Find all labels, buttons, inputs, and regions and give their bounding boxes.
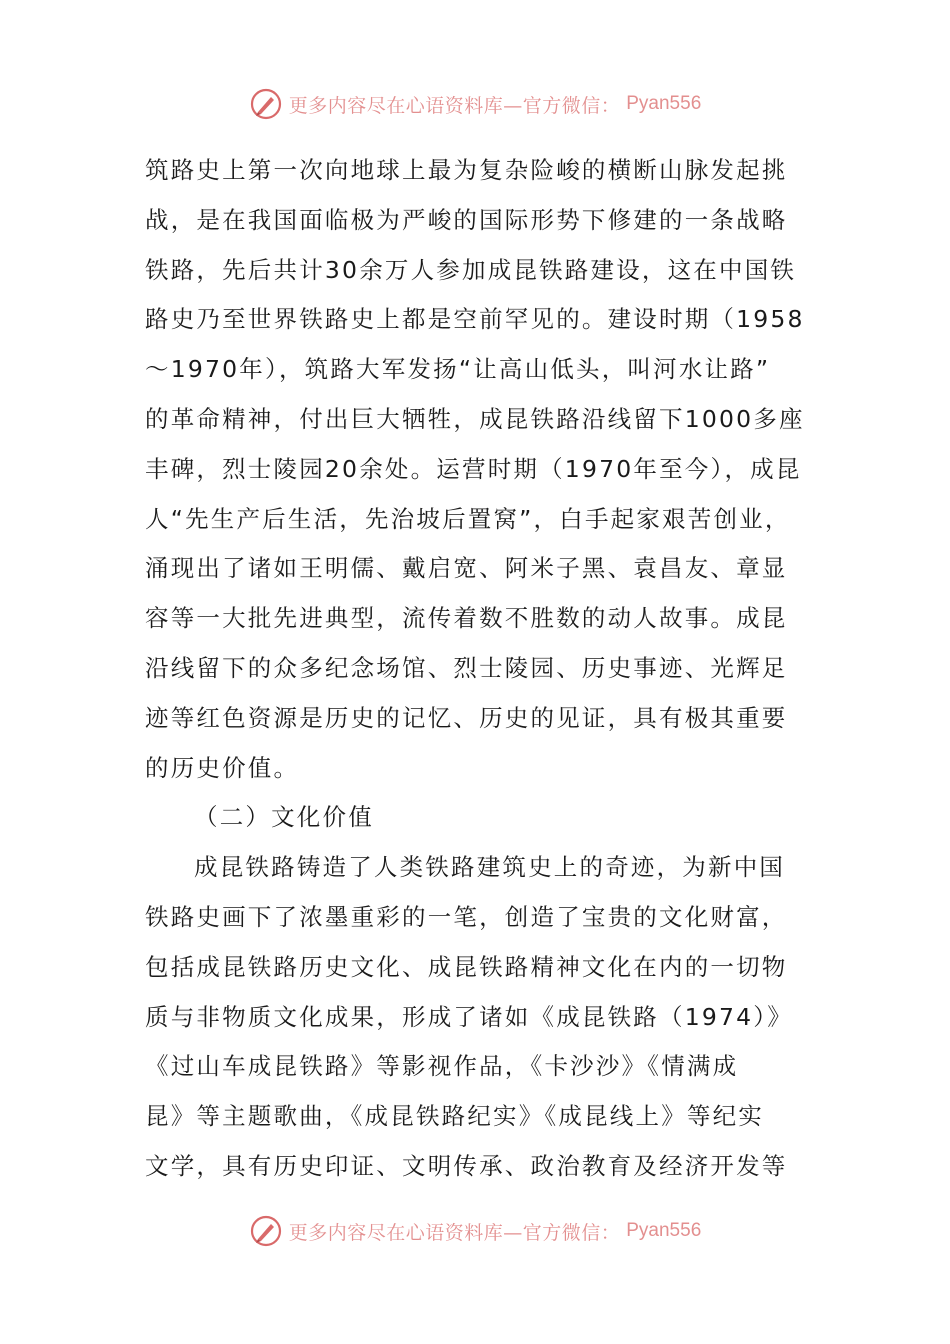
section-heading: （二）文化价值	[194, 803, 374, 832]
watermark-account: Pyan556	[626, 1220, 702, 1241]
text-line: 的革命精神，付出巨大牺牲，成昆铁路沿线留下1000多座	[145, 404, 805, 433]
pen-logo-icon	[249, 1214, 283, 1248]
watermark-text: 更多内容尽在心语资料库—官方微信：	[288, 94, 621, 117]
text-line: 文学，具有历史印证、文明传承、政治教育及经济开发等	[145, 1151, 788, 1180]
pen-logo-icon	[249, 87, 283, 121]
text-line: 质与非物质文化成果，形成了诸如《成昆铁路（1974）》	[145, 1002, 793, 1031]
document-body	[145, 146, 805, 1192]
text-line: 战，是在我国面临极为严峻的国际形势下修建的一条战略	[145, 205, 788, 234]
text-line: 铁路，先后共计30余万人参加成昆铁路建设，这在中国铁	[145, 255, 797, 284]
text-line: 人“先生产后生活，先治坡后置窝”，白手起家艰苦创业，	[145, 504, 791, 533]
text-line: 的历史价值。	[145, 753, 300, 782]
text-line: 《过山车成昆铁路》等影视作品，《卡沙沙》《情满成	[145, 1052, 739, 1081]
text-line: ～1970年），筑路大军发扬“让高山低头，叫河水让路”	[145, 355, 771, 384]
text-line: 昆》等主题歌曲，《成昆铁路纪实》《成昆线上》等纪实	[145, 1102, 764, 1131]
text-line: 沿线留下的众多纪念场馆、烈士陵园、历史事迹、光辉足	[145, 653, 788, 682]
text-line: 铁路史画下了浓墨重彩的一笔，创造了宝贵的文化财富，	[145, 902, 788, 931]
header-watermark	[0, 84, 950, 124]
text-line: 迹等红色资源是历史的记忆、历史的见证，具有极其重要	[145, 703, 788, 732]
text-line: 成昆铁路铸造了人类铁路建筑史上的奇迹，为新中国	[194, 853, 786, 882]
text-line: 路史乃至世界铁路史上都是空前罕见的。建设时期（1958	[145, 305, 805, 334]
text-line: 涌现出了诸如王明儒、戴启宽、阿米子黑、袁昌友、章显	[145, 554, 788, 583]
text-line: 包括成昆铁路历史文化、成昆铁路精神文化在内的一切物	[145, 952, 788, 981]
watermark-account: Pyan556	[626, 93, 702, 114]
footer-watermark	[0, 1211, 950, 1251]
text-line: 丰碑，烈士陵园20余处。运营时期（1970年至今），成昆	[145, 454, 802, 483]
text-line: 容等一大批先进典型，流传着数不胜数的动人故事。成昆	[145, 604, 788, 633]
watermark-text: 更多内容尽在心语资料库—官方微信：	[288, 1221, 621, 1244]
text-line: 筑路史上第一次向地球上最为复杂险峻的横断山脉发起挑	[145, 156, 788, 184]
